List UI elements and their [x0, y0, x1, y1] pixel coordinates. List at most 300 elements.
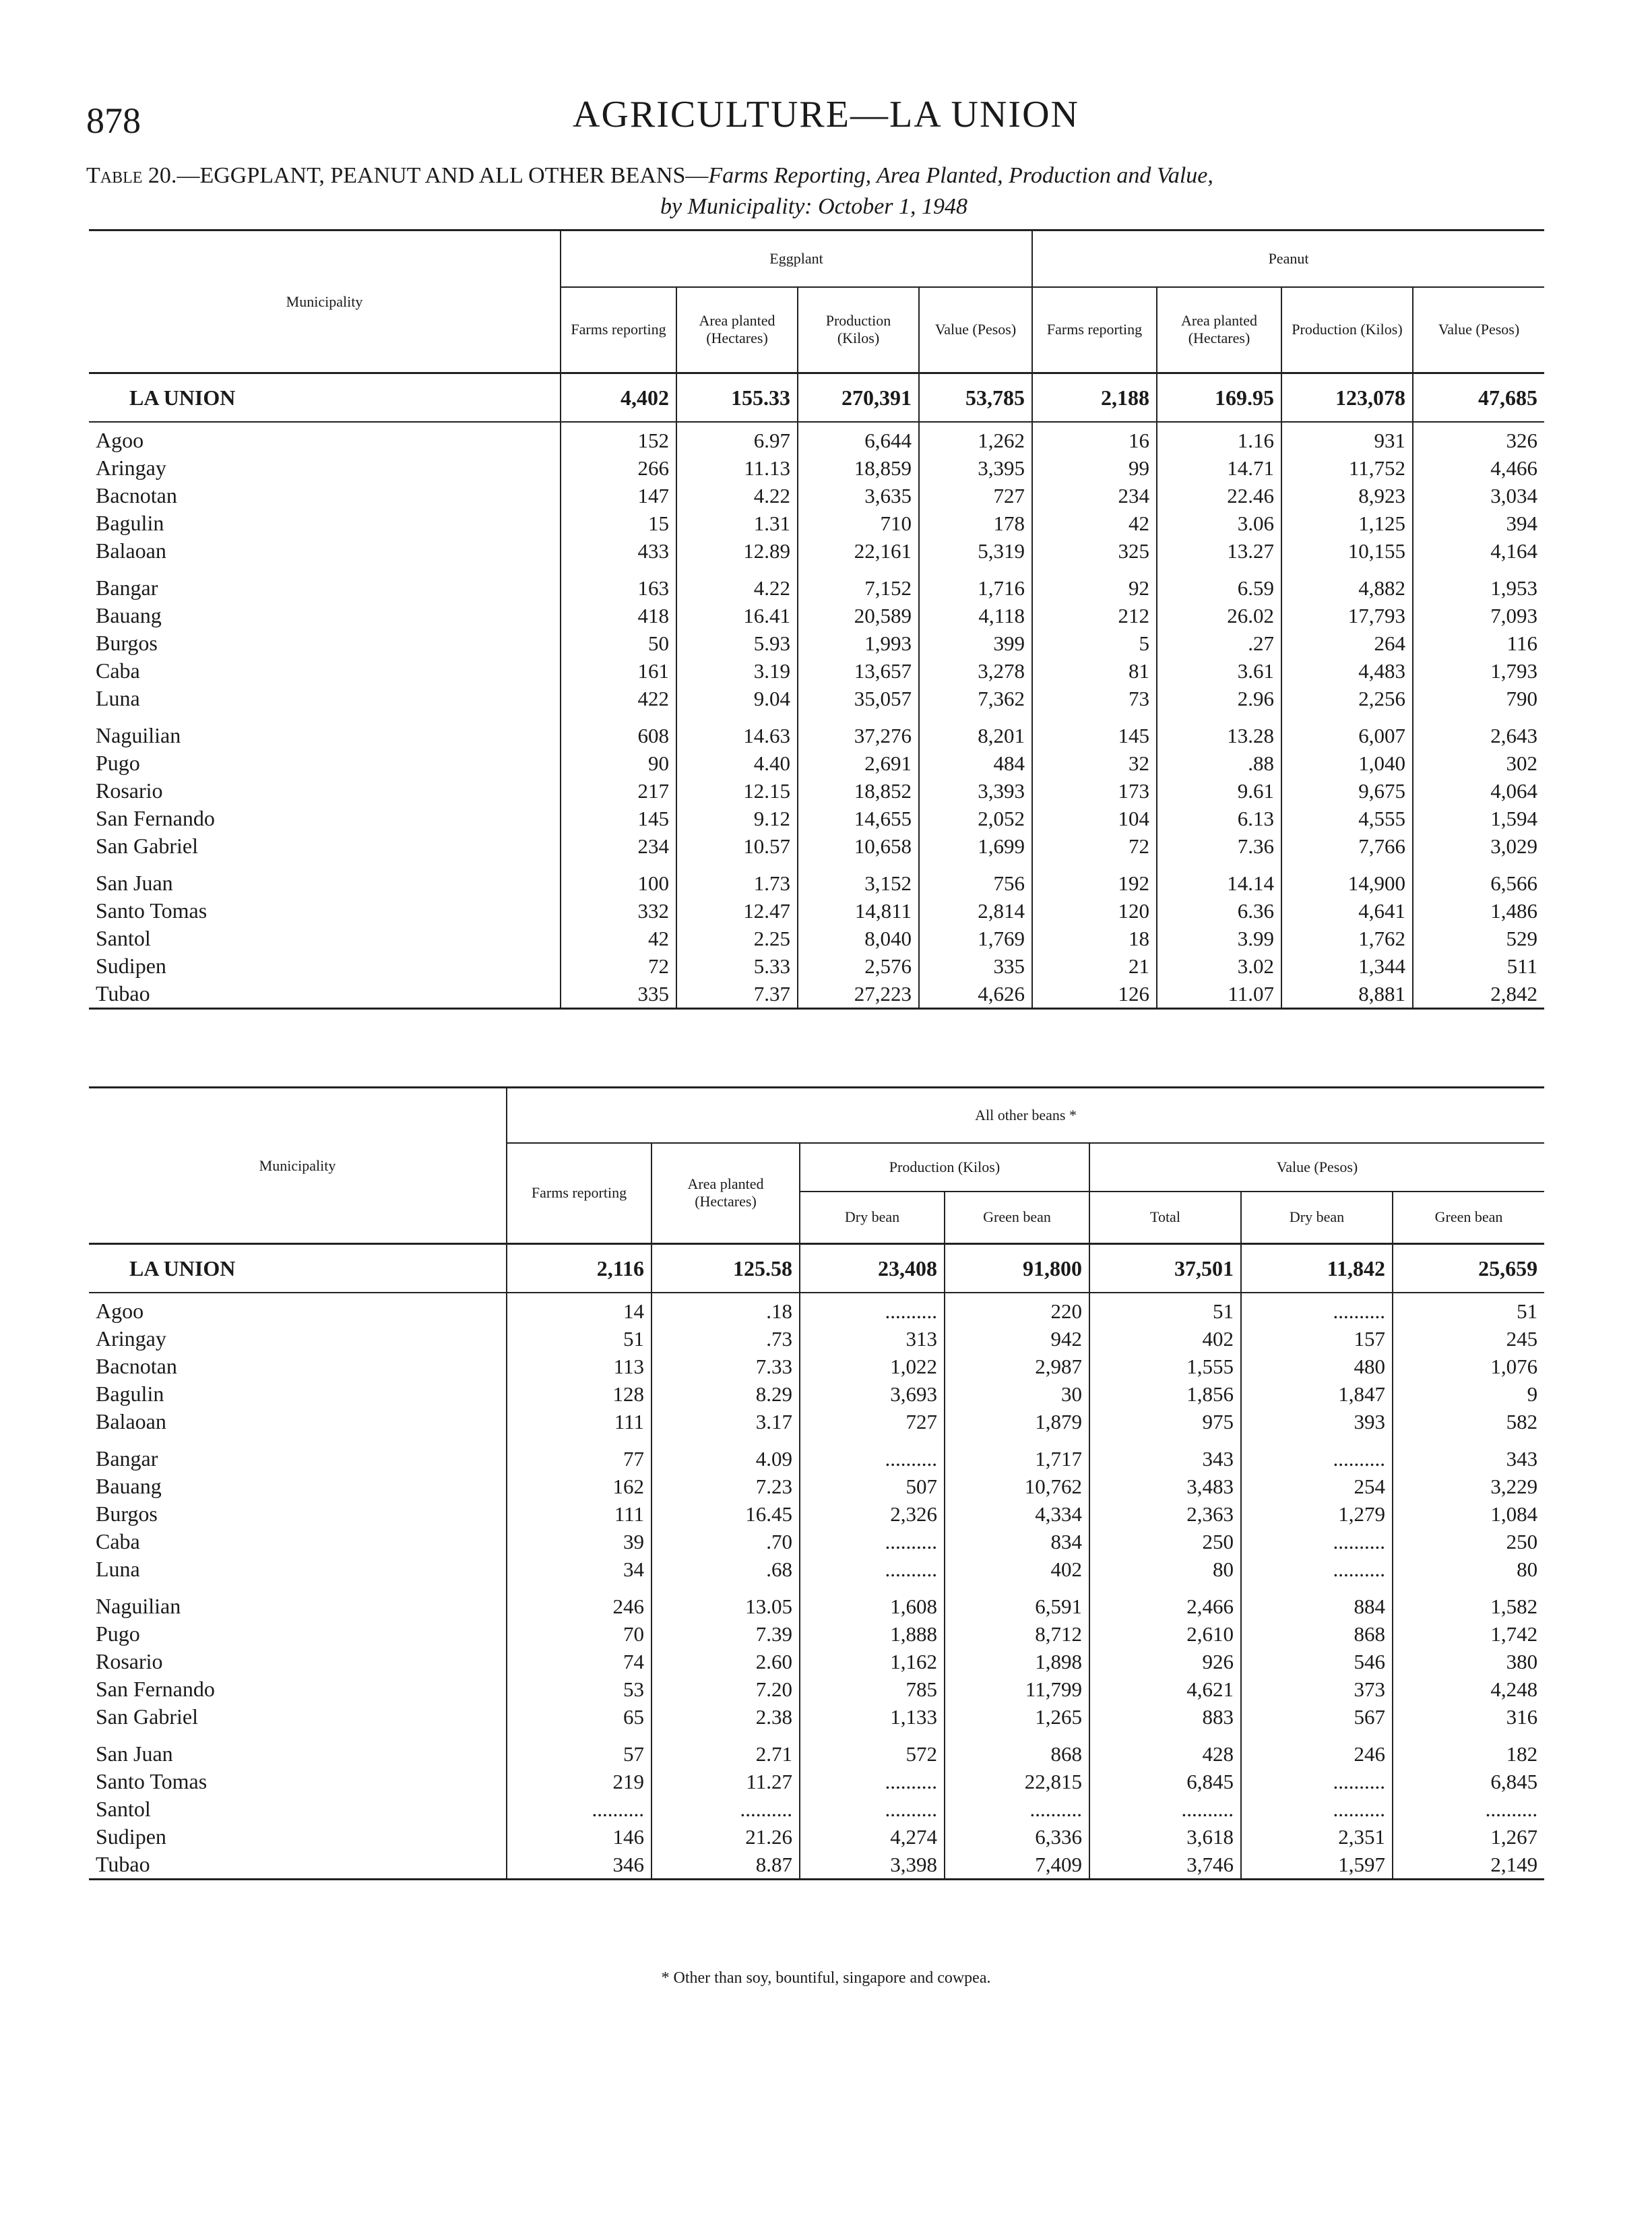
data-cell: 7.39: [652, 1620, 800, 1648]
data-cell: 74: [507, 1648, 652, 1675]
data-cell: 3,395: [919, 454, 1032, 482]
data-cell: 1,262: [919, 422, 1032, 454]
data-cell: 2.25: [676, 925, 798, 952]
data-cell: 1,133: [800, 1703, 945, 1731]
municipality-name: Naguilian: [96, 723, 181, 747]
data-cell: 10.57: [676, 832, 798, 860]
data-cell: 18,859: [798, 454, 919, 482]
data-cell: 756: [919, 869, 1032, 897]
spacer-cell: [1089, 1731, 1241, 1740]
data-cell: 18,852: [798, 777, 919, 805]
data-cell: 8,881: [1281, 980, 1413, 1009]
data-cell: 53,785: [919, 373, 1032, 423]
data-cell: 335: [561, 980, 676, 1009]
data-cell: 11,799: [945, 1675, 1089, 1703]
spacer-cell: [1241, 1731, 1393, 1740]
data-cell: 1,022: [800, 1353, 945, 1380]
municipality-name: Bauang: [96, 603, 162, 627]
data-cell: 4,555: [1281, 805, 1413, 832]
data-cell: 25,659: [1393, 1244, 1544, 1293]
data-cell: 1,856: [1089, 1380, 1241, 1408]
data-cell: 507: [800, 1473, 945, 1500]
data-cell: 325: [1032, 537, 1157, 565]
subheader-production-dry: Dry bean: [800, 1192, 945, 1244]
municipality-name: Tubao: [89, 980, 561, 1009]
data-cell: 4,164: [1413, 537, 1544, 565]
data-cell: 13.28: [1157, 722, 1281, 749]
data-cell: 2,987: [945, 1353, 1089, 1380]
data-cell: 2,351: [1241, 1823, 1393, 1851]
data-cell: 1,953: [1413, 574, 1544, 602]
data-cell: ..........: [507, 1795, 652, 1823]
data-cell: 42: [561, 925, 676, 952]
data-cell: 104: [1032, 805, 1157, 832]
spacer-cell: [945, 1583, 1089, 1593]
table-row: [89, 1353, 1544, 1380]
data-cell: 125.58: [652, 1244, 800, 1293]
data-cell: ..........: [652, 1795, 800, 1823]
spacer-cell: [652, 1435, 800, 1445]
data-cell: 11,752: [1281, 454, 1413, 482]
spacer-cell: [561, 860, 676, 869]
table-row: [89, 1555, 1544, 1583]
column-header: Area planted (Hectares): [676, 287, 798, 373]
data-cell: 373: [1241, 1675, 1393, 1703]
data-cell: 10,155: [1281, 537, 1413, 565]
data-cell: 3,746: [1089, 1851, 1241, 1880]
data-cell: 91,800: [945, 1244, 1089, 1293]
municipality-name: Bacnotan: [96, 483, 177, 507]
data-cell: 16.41: [676, 602, 798, 629]
data-cell: 11,842: [1241, 1244, 1393, 1293]
spacer-cell: [89, 712, 561, 722]
data-cell: 2.71: [652, 1740, 800, 1768]
data-cell: 264: [1281, 629, 1413, 657]
data-cell: 16.45: [652, 1500, 800, 1528]
data-cell: 422: [561, 685, 676, 712]
data-cell: 72: [561, 952, 676, 980]
data-cell: 13.27: [1157, 537, 1281, 565]
data-cell: 5,319: [919, 537, 1032, 565]
spacer-cell: [1281, 712, 1413, 722]
data-cell: 250: [1089, 1528, 1241, 1555]
data-cell: 155.33: [676, 373, 798, 423]
data-cell: ..........: [1089, 1795, 1241, 1823]
spacer-cell: [507, 1731, 652, 1740]
data-cell: 2.38: [652, 1703, 800, 1731]
spacer-cell: [945, 1731, 1089, 1740]
table-row: [89, 952, 1544, 980]
data-cell: 1,486: [1413, 897, 1544, 925]
data-cell: 7.33: [652, 1353, 800, 1380]
table-row: [89, 1500, 1544, 1528]
municipality-name: Agoo: [96, 428, 144, 452]
data-cell: 169.95: [1157, 373, 1281, 423]
municipality-name: Sudipen: [96, 954, 166, 978]
data-cell: 65: [507, 1703, 652, 1731]
data-cell: 4,483: [1281, 657, 1413, 685]
data-cell: ..........: [800, 1528, 945, 1555]
running-head: AGRICULTURE—LA UNION: [573, 94, 1079, 135]
table-row: [89, 1528, 1544, 1555]
table-row: [89, 925, 1544, 952]
data-cell: 22,161: [798, 537, 919, 565]
data-cell: 3,483: [1089, 1473, 1241, 1500]
data-cell: 332: [561, 897, 676, 925]
data-cell: ..........: [1241, 1445, 1393, 1473]
data-cell: 35,057: [798, 685, 919, 712]
data-cell: 212: [1032, 602, 1157, 629]
municipality-name: Burgos: [96, 631, 158, 655]
data-cell: 511: [1413, 952, 1544, 980]
municipality-name: Bagulin: [96, 1382, 164, 1406]
data-cell: 484: [919, 749, 1032, 777]
data-cell: 37,501: [1089, 1244, 1241, 1293]
municipality-name: Burgos: [96, 1502, 158, 1526]
data-cell: 2,188: [1032, 373, 1157, 423]
data-cell: 1,762: [1281, 925, 1413, 952]
data-cell: 14.71: [1157, 454, 1281, 482]
data-cell: 346: [507, 1851, 652, 1880]
data-cell: 4,248: [1393, 1675, 1544, 1703]
data-cell: 21: [1032, 952, 1157, 980]
data-cell: 81: [1032, 657, 1157, 685]
row-spacer: [89, 1435, 1544, 1445]
data-cell: 14.14: [1157, 869, 1281, 897]
data-cell: 163: [561, 574, 676, 602]
data-cell: ..........: [800, 1445, 945, 1473]
municipality-name: Naguilian: [96, 1594, 181, 1618]
spacer-cell: [1089, 1435, 1241, 1445]
table-row: [89, 869, 1544, 897]
data-cell: 90: [561, 749, 676, 777]
data-cell: .68: [652, 1555, 800, 1583]
data-cell: 1,993: [798, 629, 919, 657]
municipality-name: Agoo: [96, 1299, 144, 1323]
data-cell: 567: [1241, 1703, 1393, 1731]
data-cell: 1,793: [1413, 657, 1544, 685]
spacer-cell: [1393, 1435, 1544, 1445]
data-cell: 246: [507, 1593, 652, 1620]
table-row: [89, 777, 1544, 805]
data-cell: 926: [1089, 1648, 1241, 1675]
spacer-cell: [1281, 565, 1413, 574]
data-cell: 1,608: [800, 1593, 945, 1620]
row-spacer: [89, 712, 1544, 722]
table-row: [89, 537, 1544, 565]
data-cell: 884: [1241, 1593, 1393, 1620]
spacer-cell: [89, 1731, 507, 1740]
spacer-cell: [1032, 860, 1157, 869]
table-row: [89, 1325, 1544, 1353]
municipality-name: Santo Tomas: [96, 898, 208, 923]
data-cell: 22.46: [1157, 482, 1281, 509]
table-row: [89, 657, 1544, 685]
data-cell: 4,626: [919, 980, 1032, 1009]
data-cell: 4,402: [561, 373, 676, 423]
data-cell: .73: [652, 1325, 800, 1353]
data-cell: 2,116: [507, 1244, 652, 1293]
data-cell: 399: [919, 629, 1032, 657]
data-cell: 8.29: [652, 1380, 800, 1408]
data-cell: 3,029: [1413, 832, 1544, 860]
all-other-beans-table: [89, 1086, 1544, 1880]
municipality-header: Municipality: [89, 1088, 507, 1244]
table-row: [89, 482, 1544, 509]
spacer-cell: [1157, 565, 1281, 574]
data-cell: 3.06: [1157, 509, 1281, 537]
spacer-cell: [800, 1435, 945, 1445]
data-cell: 313: [800, 1325, 945, 1353]
data-cell: 2,643: [1413, 722, 1544, 749]
data-cell: ..........: [945, 1795, 1089, 1823]
group-header-all-other-beans: All other beans *: [507, 1088, 1544, 1143]
data-cell: 128: [507, 1380, 652, 1408]
data-cell: 3,398: [800, 1851, 945, 1880]
data-cell: 582: [1393, 1408, 1544, 1435]
data-cell: 727: [919, 482, 1032, 509]
spacer-cell: [89, 860, 561, 869]
data-cell: 4,621: [1089, 1675, 1241, 1703]
data-cell: 8,712: [945, 1620, 1089, 1648]
data-cell: 77: [507, 1445, 652, 1473]
data-cell: 192: [1032, 869, 1157, 897]
group-header-peanut: Peanut: [1032, 230, 1544, 287]
table-row: [89, 1740, 1544, 1768]
spacer-cell: [945, 1435, 1089, 1445]
spacer-cell: [1157, 860, 1281, 869]
data-cell: 1,699: [919, 832, 1032, 860]
data-cell: 428: [1089, 1740, 1241, 1768]
data-cell: 39: [507, 1528, 652, 1555]
data-cell: 3,278: [919, 657, 1032, 685]
data-cell: 1,716: [919, 574, 1032, 602]
row-spacer: [89, 1583, 1544, 1593]
municipality-name: Rosario: [96, 1649, 163, 1673]
data-cell: 246: [1241, 1740, 1393, 1768]
data-cell: 14,811: [798, 897, 919, 925]
footnote: * Other than soy, bountiful, singapore and cowpea.: [661, 1969, 991, 1987]
data-cell: 727: [800, 1408, 945, 1435]
data-cell: 790: [1413, 685, 1544, 712]
data-cell: 1.73: [676, 869, 798, 897]
data-cell: 7,362: [919, 685, 1032, 712]
spacer-cell: [1393, 1583, 1544, 1593]
data-cell: 9.12: [676, 805, 798, 832]
table-row: [89, 1593, 1544, 1620]
data-cell: 572: [800, 1740, 945, 1768]
data-cell: 111: [507, 1408, 652, 1435]
municipality-name: Bangar: [96, 1446, 158, 1471]
data-cell: 11.13: [676, 454, 798, 482]
data-cell: 11.27: [652, 1768, 800, 1795]
value-header: Value (Pesos): [1089, 1143, 1544, 1192]
data-cell: 234: [1032, 482, 1157, 509]
data-cell: 4,274: [800, 1823, 945, 1851]
row-spacer: [89, 860, 1544, 869]
data-cell: 7,766: [1281, 832, 1413, 860]
municipality-name: Luna: [96, 1557, 140, 1581]
data-cell: 20,589: [798, 602, 919, 629]
spacer-cell: [89, 1583, 507, 1593]
table-row: [89, 749, 1544, 777]
data-cell: 2,842: [1413, 980, 1544, 1009]
table-label: Table 20.: [86, 163, 177, 188]
data-cell: 4,882: [1281, 574, 1413, 602]
data-cell: 220: [945, 1293, 1089, 1325]
spacer-cell: [652, 1583, 800, 1593]
municipality-name: Sudipen: [96, 1824, 166, 1849]
data-cell: 111: [507, 1500, 652, 1528]
table-row: [89, 1823, 1544, 1851]
data-cell: 302: [1413, 749, 1544, 777]
column-header: Farms reporting: [561, 287, 676, 373]
table-row: [89, 629, 1544, 657]
municipality-name: San Fernando: [96, 806, 215, 830]
data-cell: 6,845: [1393, 1768, 1544, 1795]
data-cell: 433: [561, 537, 676, 565]
data-cell: 57: [507, 1740, 652, 1768]
data-cell: 418: [561, 602, 676, 629]
data-cell: 2.96: [1157, 685, 1281, 712]
data-cell: 9.04: [676, 685, 798, 712]
data-cell: 1.16: [1157, 422, 1281, 454]
spacer-cell: [1032, 565, 1157, 574]
data-cell: 3.19: [676, 657, 798, 685]
data-cell: 2,052: [919, 805, 1032, 832]
table-row: [89, 722, 1544, 749]
data-cell: 250: [1393, 1528, 1544, 1555]
data-cell: 9,675: [1281, 777, 1413, 805]
data-cell: 2,610: [1089, 1620, 1241, 1648]
data-cell: 4.09: [652, 1445, 800, 1473]
data-cell: 15: [561, 509, 676, 537]
data-cell: 1,769: [919, 925, 1032, 952]
data-cell: 7,409: [945, 1851, 1089, 1880]
data-cell: 1,888: [800, 1620, 945, 1648]
data-cell: ..........: [1393, 1795, 1544, 1823]
data-cell: 6,644: [798, 422, 919, 454]
municipality-name: Balaoan: [96, 538, 166, 563]
municipality-name: Tubao: [89, 1851, 507, 1880]
data-cell: 7.37: [676, 980, 798, 1009]
data-cell: 3,393: [919, 777, 1032, 805]
data-cell: 234: [561, 832, 676, 860]
page-number: 878: [86, 100, 141, 141]
column-header: Production (Kilos): [798, 287, 919, 373]
data-cell: 402: [945, 1555, 1089, 1583]
spacer-cell: [1281, 860, 1413, 869]
table-row: [89, 897, 1544, 925]
subheader-production-green: Green bean: [945, 1192, 1089, 1244]
municipality-name: Bagulin: [96, 511, 164, 535]
spacer-cell: [507, 1435, 652, 1445]
spacer-cell: [1241, 1583, 1393, 1593]
data-cell: 14: [507, 1293, 652, 1325]
data-cell: 21.26: [652, 1823, 800, 1851]
municipality-name: Santo Tomas: [96, 1769, 208, 1793]
data-cell: 42: [1032, 509, 1157, 537]
table-row: [89, 1703, 1544, 1731]
data-cell: 7.36: [1157, 832, 1281, 860]
row-spacer: [89, 1731, 1544, 1740]
municipality-header: Municipality: [89, 230, 561, 373]
data-cell: 3,693: [800, 1380, 945, 1408]
data-cell: 4,641: [1281, 897, 1413, 925]
table-subtitle-b: by Municipality: October 1, 1948: [660, 194, 968, 219]
municipality-name: Balaoan: [96, 1409, 166, 1433]
data-cell: 80: [1393, 1555, 1544, 1583]
data-cell: 3,635: [798, 482, 919, 509]
municipality-name: Bangar: [96, 576, 158, 600]
data-cell: 22,815: [945, 1768, 1089, 1795]
municipality-name: Caba: [96, 658, 140, 683]
municipality-name: San Juan: [96, 1741, 173, 1766]
data-cell: 16: [1032, 422, 1157, 454]
column-header: Production (Kilos): [1281, 287, 1413, 373]
spacer-cell: [1413, 565, 1544, 574]
municipality-name: Pugo: [96, 1621, 140, 1646]
total-row: [89, 373, 1544, 423]
data-cell: 92: [1032, 574, 1157, 602]
data-cell: ..........: [800, 1555, 945, 1583]
data-cell: 254: [1241, 1473, 1393, 1500]
data-cell: 6.97: [676, 422, 798, 454]
spacer-cell: [1413, 860, 1544, 869]
data-cell: 123,078: [1281, 373, 1413, 423]
data-cell: 931: [1281, 422, 1413, 454]
data-cell: 2,326: [800, 1500, 945, 1528]
data-cell: 12.15: [676, 777, 798, 805]
spacer-cell: [676, 712, 798, 722]
data-cell: 8,923: [1281, 482, 1413, 509]
subheader-value-green: Green bean: [1393, 1192, 1544, 1244]
data-cell: 126: [1032, 980, 1157, 1009]
data-cell: 6,336: [945, 1823, 1089, 1851]
data-cell: 270,391: [798, 373, 919, 423]
data-cell: ..........: [1241, 1768, 1393, 1795]
table-caption: [86, 160, 1542, 222]
data-cell: 26.02: [1157, 602, 1281, 629]
spacer-cell: [798, 565, 919, 574]
data-cell: 120: [1032, 897, 1157, 925]
production-header: Production (Kilos): [800, 1143, 1089, 1192]
municipality-name: Santol: [96, 926, 151, 950]
column-header: Area planted (Hectares): [1157, 287, 1281, 373]
spacer-cell: [919, 565, 1032, 574]
data-cell: 1,898: [945, 1648, 1089, 1675]
data-cell: 975: [1089, 1408, 1241, 1435]
data-cell: 3.17: [652, 1408, 800, 1435]
data-cell: 2.60: [652, 1648, 800, 1675]
data-cell: 51: [1089, 1293, 1241, 1325]
data-cell: 53: [507, 1675, 652, 1703]
subheader-value-total: Total: [1089, 1192, 1241, 1244]
municipality-name: Luna: [96, 686, 140, 710]
data-cell: 12.47: [676, 897, 798, 925]
data-cell: 4.22: [676, 482, 798, 509]
data-cell: 27,223: [798, 980, 919, 1009]
data-cell: 6.13: [1157, 805, 1281, 832]
table-row: [89, 1648, 1544, 1675]
municipality-name: LA UNION: [89, 373, 561, 423]
data-cell: 343: [1089, 1445, 1241, 1473]
data-cell: 32: [1032, 749, 1157, 777]
data-cell: 4.22: [676, 574, 798, 602]
data-cell: .70: [652, 1528, 800, 1555]
table-row: [89, 1795, 1544, 1823]
data-cell: 17,793: [1281, 602, 1413, 629]
